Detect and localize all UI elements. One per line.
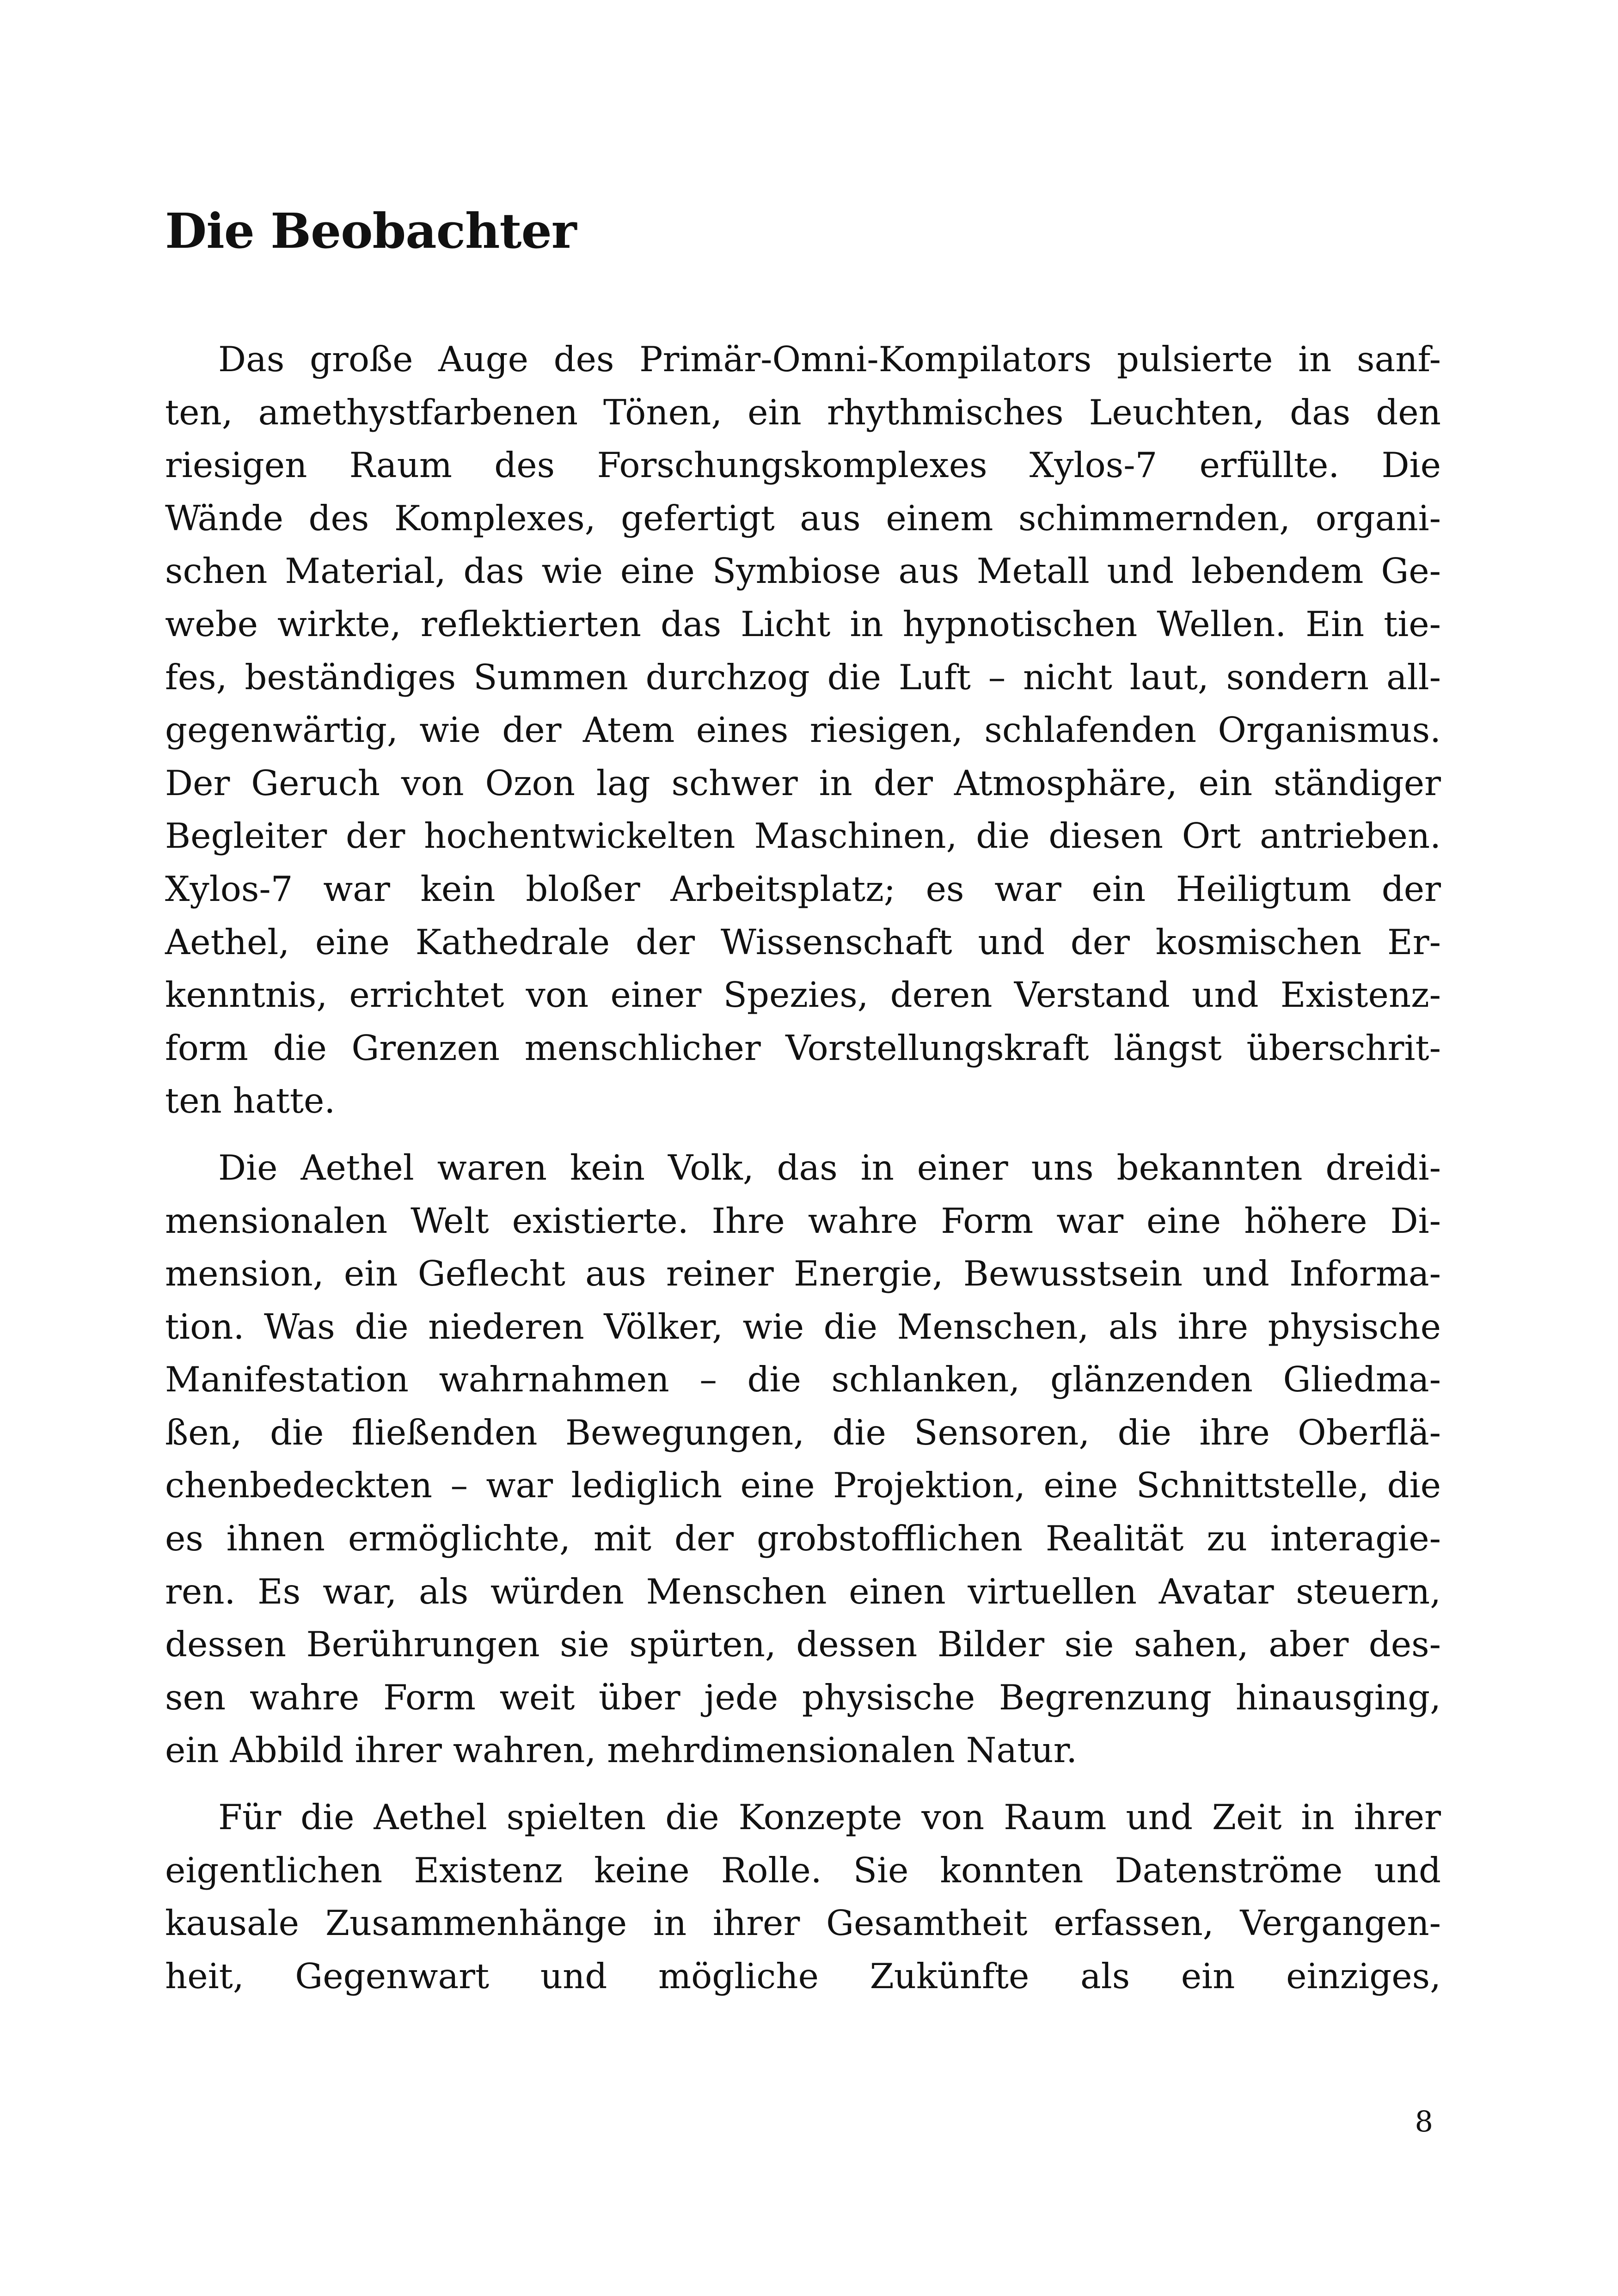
text-line: heit, Gegenwart und mögliche Zukünfte als ein einziges,: [165, 1955, 1441, 1996]
paragraph: [165, 333, 1441, 1127]
text-line: Die Aethel waren kein Volk, das in einer uns bekannten dreidi-: [218, 1147, 1441, 1188]
text-line: ten hatte.: [165, 1080, 336, 1121]
text-line: fes, beständiges Summen durchzog die Luft – nicht laut, sondern all-: [165, 656, 1441, 698]
text-line: eigentlichen Existenz keine Rolle. Sie konnten Datenströme und: [165, 1849, 1441, 1891]
text-line: schen Material, das wie eine Symbiose aus Metall und lebendem Ge-: [165, 551, 1441, 592]
text-line: riesigen Raum des Forschungskomplexes Xylos-7 erfüllte. Die: [165, 445, 1441, 486]
text-line: ßen, die fließenden Bewegungen, die Sensoren, die ihre Oberflä-: [165, 1412, 1441, 1453]
chapter-title: Die Beobachter: [165, 202, 576, 259]
text-line: mension, ein Geflecht aus reiner Energie, Bewusstsein und Informa-: [165, 1253, 1441, 1294]
text-line: ten, amethystfarbenen Tönen, ein rhythmisches Leuchten, das den: [165, 392, 1441, 433]
text-line: ren. Es war, als würden Menschen einen virtuellen Avatar steuern,: [165, 1571, 1441, 1612]
text-line: mensionalen Welt existierte. Ihre wahre Form war eine höhere Di-: [165, 1200, 1441, 1241]
text-line: gegenwärtig, wie der Atem eines riesigen, schlafenden Organismus.: [165, 710, 1441, 751]
text-line: kenntnis, errichtet von einer Spezies, deren Verstand und Existenz-: [165, 974, 1441, 1016]
text-line: Wände des Komplexes, gefertigt aus einem schimmernden, organi-: [165, 497, 1441, 539]
text-line: tion. Was die niederen Völker, wie die Menschen, als ihre physische: [165, 1306, 1441, 1347]
page-number: 8: [1415, 2105, 1433, 2138]
body-text: [165, 333, 1441, 2016]
text-line: webe wirkte, reflektierten das Licht in hypnotischen Wellen. Ein tie-: [165, 603, 1441, 644]
text-line: chenbedeckten – war lediglich eine Projektion, eine Schnittstelle, die: [165, 1465, 1441, 1506]
text-line: dessen Berührungen sie spürten, dessen Bilder sie sahen, aber des-: [165, 1624, 1441, 1665]
text-line: kausale Zusammenhänge in ihrer Gesamtheit erfassen, Vergangen-: [165, 1903, 1441, 1944]
text-line: form die Grenzen menschlicher Vorstellungskraft längst überschrit-: [165, 1027, 1441, 1068]
text-line: es ihnen ermöglichte, mit der grobstofflichen Realität zu interagie-: [165, 1518, 1441, 1559]
text-line: Xylos-7 war kein bloßer Arbeitsplatz; es war ein Heiligtum der: [165, 868, 1441, 909]
paragraph: [165, 1141, 1441, 1777]
text-line: Das große Auge des Primär-Omni-Kompilators pulsierte in sanf-: [218, 339, 1441, 380]
text-line: Der Geruch von Ozon lag schwer in der Atmosphäre, ein ständiger: [165, 762, 1441, 803]
paragraph: [165, 1791, 1441, 2002]
text-line: Begleiter der hochentwickelten Maschinen, die diesen Ort antrieben.: [165, 815, 1441, 857]
text-line: Aethel, eine Kathedrale der Wissenschaft und der kosmischen Er-: [165, 921, 1441, 962]
text-line: sen wahre Form weit über jede physische Begrenzung hinausging,: [165, 1677, 1441, 1718]
text-line: Für die Aethel spielten die Konzepte von Raum und Zeit in ihrer: [218, 1797, 1441, 1838]
text-line: ein Abbild ihrer wahren, mehrdimensionalen Natur.: [165, 1730, 1078, 1771]
text-line: Manifestation wahrnahmen – die schlanken, glänzenden Gliedma-: [165, 1359, 1441, 1400]
